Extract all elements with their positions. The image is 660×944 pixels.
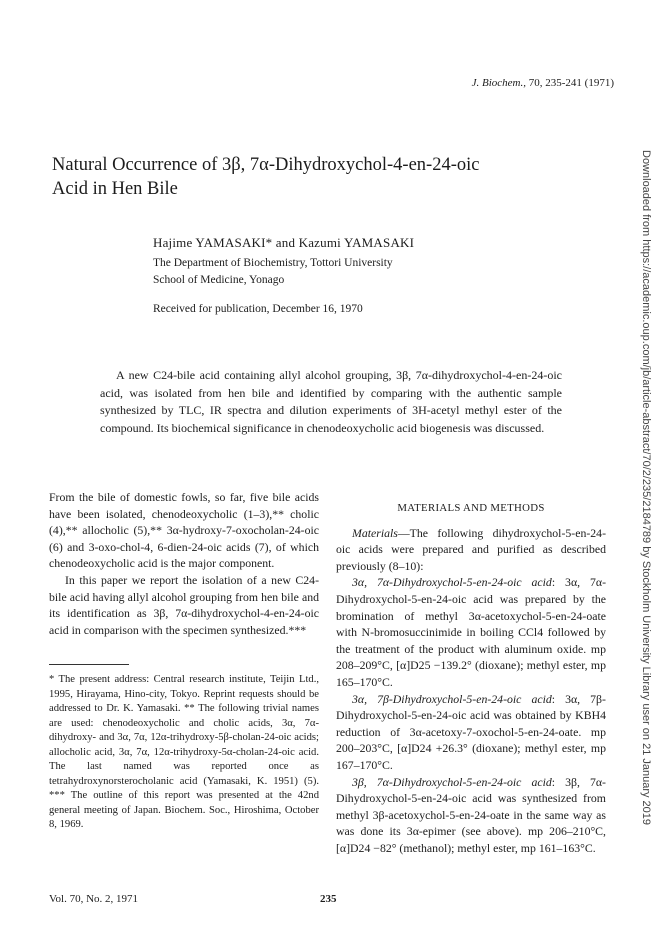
received-date: Received for publication, December 16, 1970 [153,303,363,315]
compound-2-text: : 3α, 7β-Dihydroxychol-5-en-24-oic acid was obtained by KBH4 reduction of 3α-acetoxy-7-oxochol-5-en-24-oate. mp 200–203°C, [α]D24 +26.3° (dioxane); methyl ester, mp 167–170°C. [336,691,606,772]
affiliation-line-2: School of Medicine, Yonago [153,274,285,286]
compound-1-text: : 3α, 7α-Dihydroxychol-5-en-24-oic acid was prepared by the bromination of methyl 3α-acetoxychol-5-en-24-oate with N-bromosuccinimide in boiling CCl4 followed by the treatment of the product with aluminum oxide. mp 208–209°C, [α]D25 −139.2° (dioxane); methyl ester, mp 165–170°C. [336,575,607,689]
affiliation-line-1: The Department of Biochemistry, Tottori University [153,257,393,269]
authors: Hajime YAMASAKI* and Kazumi YAMASAKI [153,235,415,250]
compound-3-text: : 3β, 7α-Dihydroxychol-5-en-24-oic acid was synthesized from methyl 3β-acetoxychol-5-en-24-oate in the same way as was done its 3α-epimer (see above). mp 206–210°C, [α]D24 −82° (methanol); methyl ester, mp 161–163°C. [336,774,606,855]
left-column [49,489,319,638]
compound-1-paragraph [336,574,606,690]
title-line-2: Acid in Hen Bile [52,179,178,199]
intro-paragraph-1: From the bile of domestic fowls, so far, five bile acids have been isolated, chenodeoxycholic (1–3),** cholic (4),** allocholic (5),** 3α-hydroxy-7-oxocholan-24-oic (6) and 3-oxo-chol-4, 6-dien-24-oic acids (7), of which chenodeoxycholic acid is the major component. [49,490,319,571]
compound-2-label: 3α, 7β-Dihydroxychol-5-en-24-oic acid [352,691,552,706]
running-head [472,77,614,89]
section-title: MATERIALS AND METHODS [397,502,545,514]
title-line-1: Natural Occurrence of 3β, 7α-Dihydroxychol-4-en-24-oic [52,155,480,175]
footnotes: * The present address: Central research institute, Teijin Ltd., 1995, Hirayama, Hino-city, Tokyo. Reprint requests should be addressed to Dr. K. Yamasaki. ** The following trivial names are used: chenodeoxycholic and cholic acids, 3α, 7α-dihydroxy- and 3α, 7α, 12α-trihydroxy-5β-cholan-24-oic acids; allocholic acid, 3α, 7α, 12α-trihydroxy-5α-cholan-24-oic acid. The last named was reported once as tetrahydroxynorsterocholanic acid (Yamasaki, K. 1951) (5). *** The outline of this report was presented at the 42nd general meeting of Japan. Biochem. Soc., Hiroshima, October 8, 1969. [49,674,319,830]
materials-paragraph [336,525,606,575]
page-number: 235 [320,893,337,905]
footer-volume: Vol. 70, No. 2, 1971 [49,893,139,905]
journal-citation: 70, 235-241 (1971) [528,77,614,89]
footnote-divider [49,664,129,665]
compound-3-paragraph [336,774,606,857]
materials-label: Materials [352,525,398,540]
right-column [336,489,606,856]
journal-name: J. Biochem., [471,77,526,89]
intro-paragraph-2: In this paper we report the isolation of a new C24-bile acid having allyl alcohol grouping from hen bile and its identification as 3β, 7α-dihydroxychol-4-en-24-oic acid in comparison with the specimen synthesized.*** [49,572,319,637]
materials-text: —The following dihydroxychol-5-en-24-oic acids were prepared and purified as described previously (8–10): [336,525,606,573]
compound-2-paragraph [336,691,606,774]
compound-1-label: 3α, 7α-Dihydroxychol-5-en-24-oic acid [352,575,552,590]
download-watermark: Downloaded from https://academic.oup.com/jb/article-abstract/70/2/235/2184789 by Stockholm University Library user on 21 January 2019 [640,150,652,826]
abstract: A new C24-bile acid containing allyl alcohol grouping, 3β, 7α-dihydroxychol-4-en-24-oic acid, was isolated from hen bile and identified by comparing with the authentic sample synthesized by TLC, IR spectra and dilution experiments of 3H-acetyl methyl ester of the compound. Its biochemical significance in chenodeoxycholic acid biogenesis was discussed. [100,368,562,435]
compound-3-label: 3β, 7α-Dihydroxychol-5-en-24-oic acid [352,774,552,789]
article-title [52,153,532,201]
